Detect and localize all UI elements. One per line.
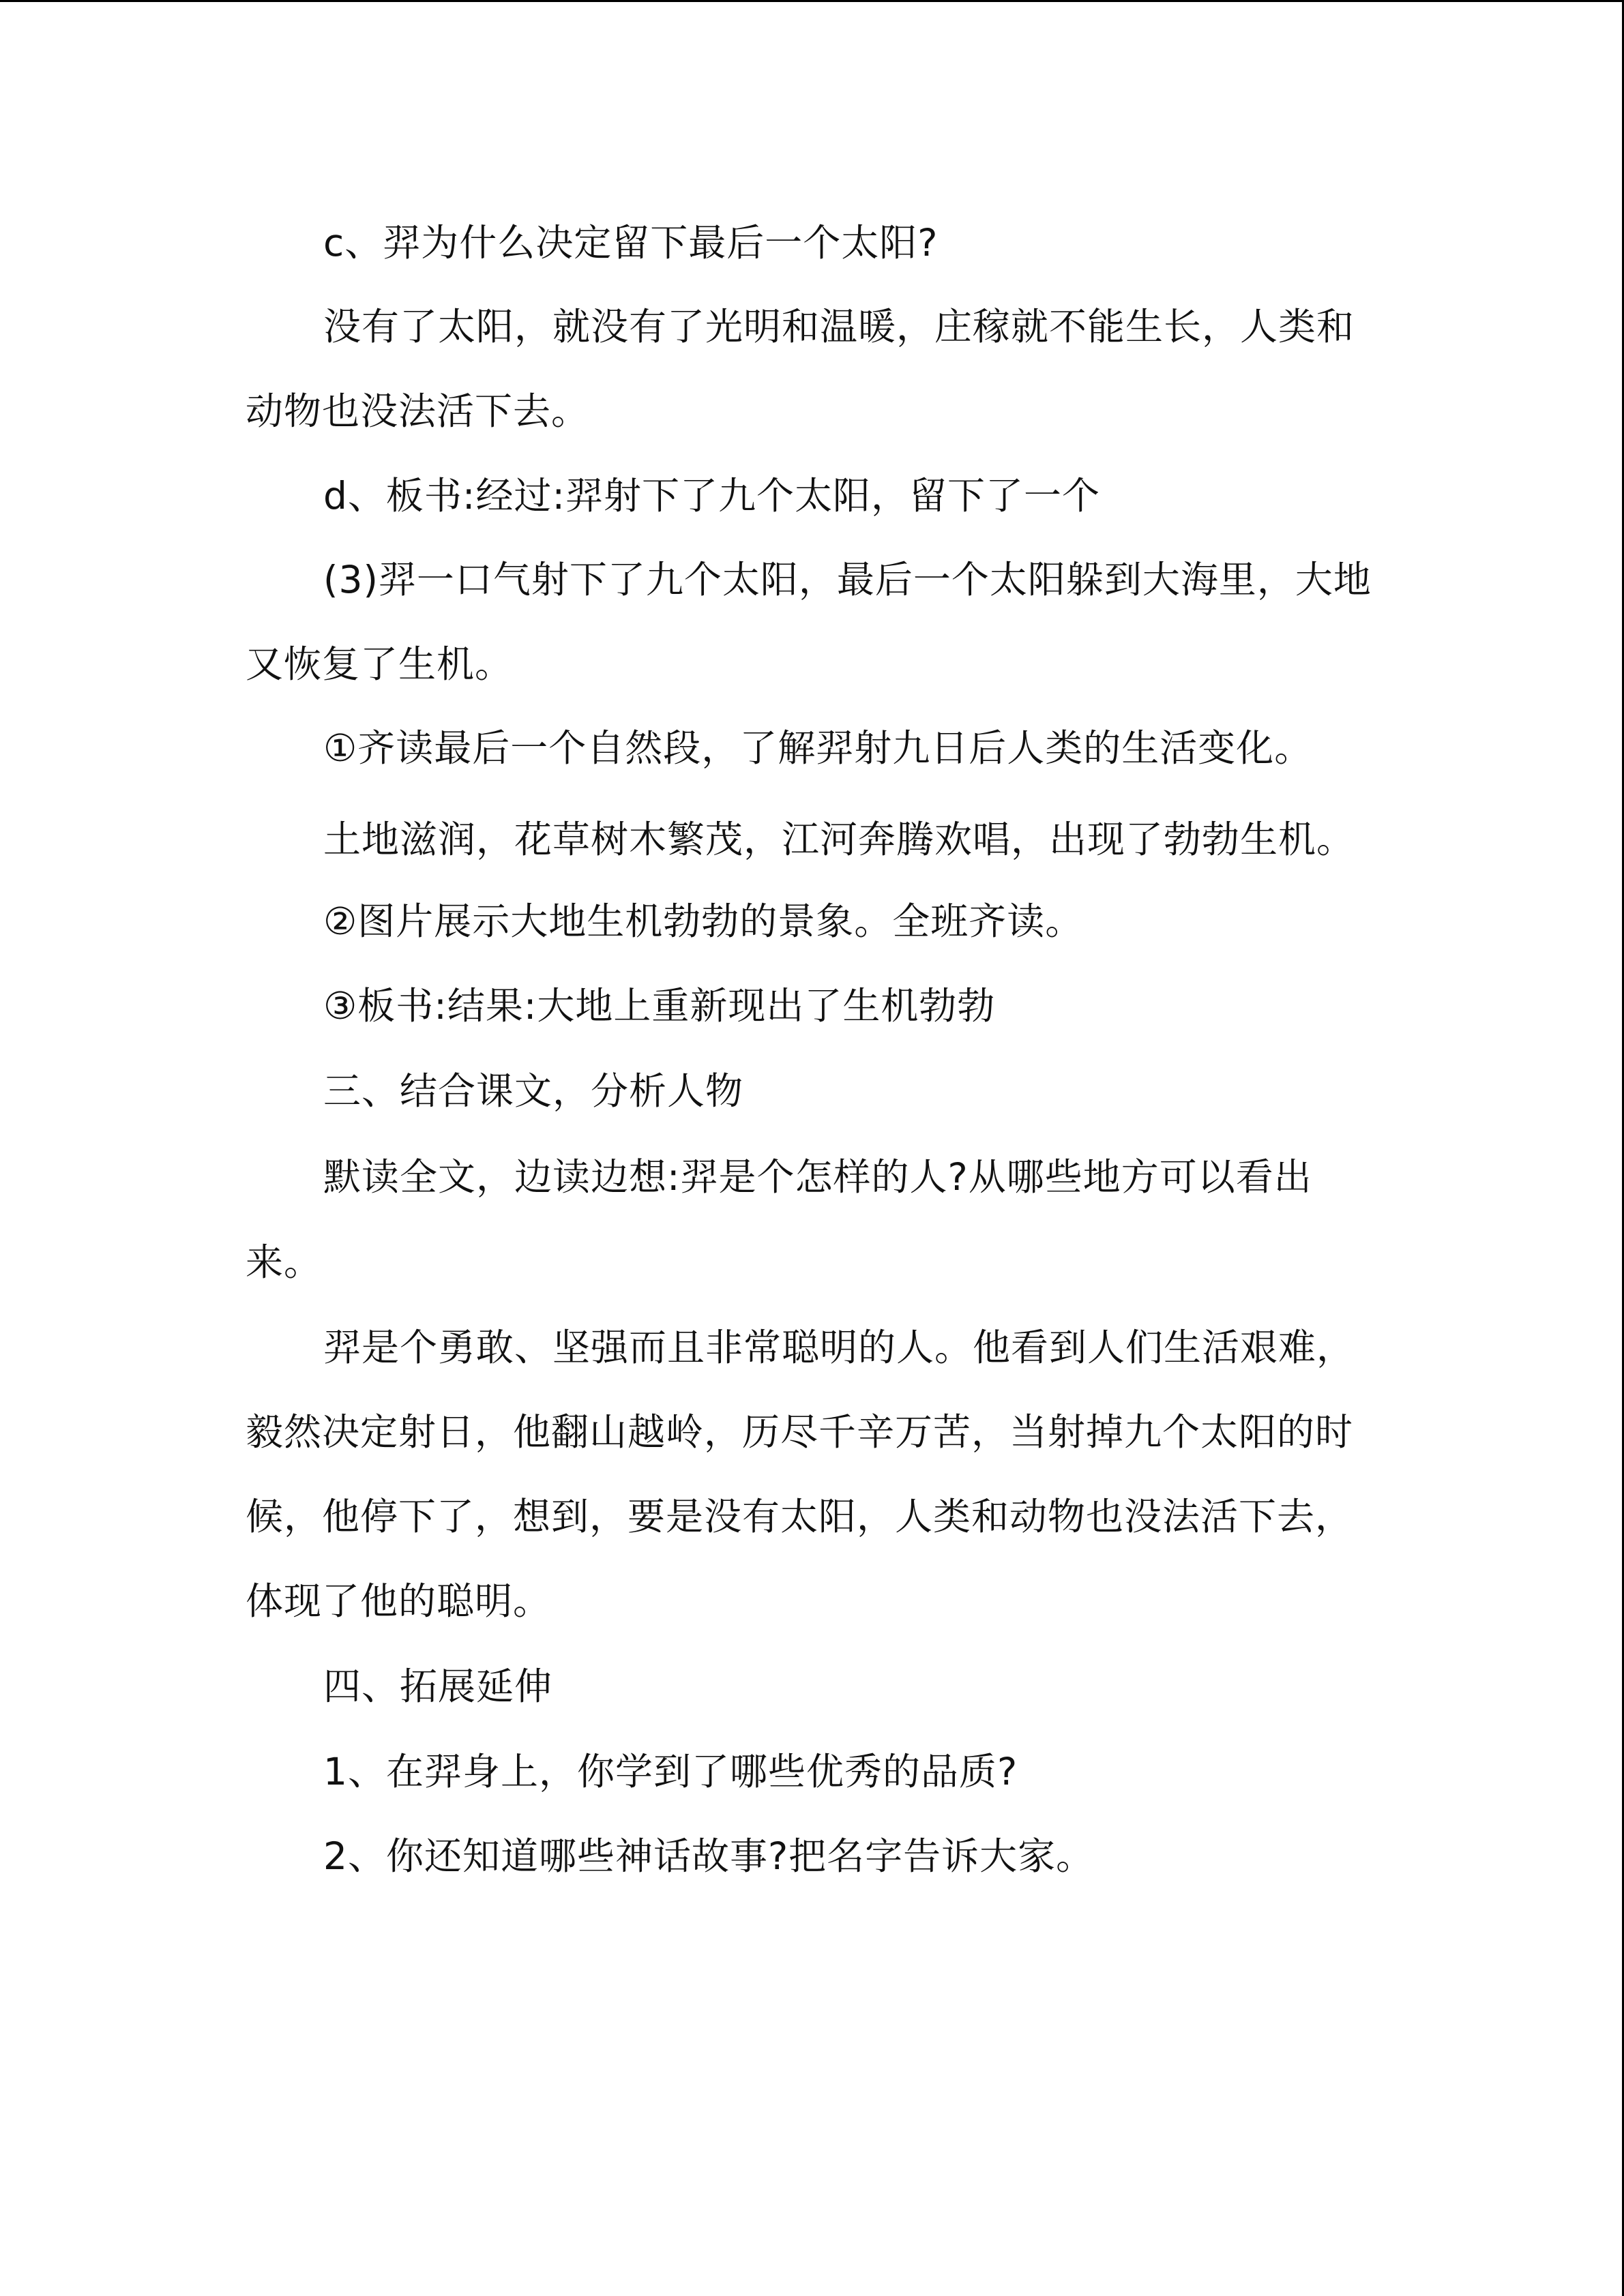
paragraph-line: 羿是个勇敢、坚强而且非常聪明的人。他看到人们生活艰难， (323, 1326, 1355, 1369)
paragraph-line: 2、你还知道哪些神话故事?把名字告诉大家。 (323, 1834, 1095, 1878)
paragraph-line: 又恢复了生机。 (246, 642, 514, 686)
paragraph-line: 土地滋润，花草树木繁茂，江河奔腾欢唱，出现了勃勃生机。 (323, 818, 1355, 861)
paragraph-line: 动物也没法活下去。 (246, 389, 590, 433)
paragraph-line: 体现了他的聪明。 (246, 1579, 552, 1623)
paragraph-line: 候，他停下了，想到，要是没有太阳，人类和动物也没法活下去， (246, 1495, 1354, 1538)
paragraph-line: ①齐读最后一个自然段，了解羿射九日后人类的生活变化。 (323, 726, 1313, 770)
paragraph-line: 没有了太阳，就没有了光明和温暖，庄稼就不能生长，人类和 (323, 305, 1355, 348)
paragraph-line: 来。 (246, 1240, 323, 1284)
paragraph-line: 1、在羿身上，你学到了哪些优秀的品质? (323, 1750, 1018, 1793)
paragraph-line: 默读全文，边读边想:羿是个怎样的人?从哪些地方可以看出 (323, 1155, 1312, 1199)
paragraph-line: (3)羿一口气射下了九个太阳，最后一个太阳躲到大海里，大地 (323, 558, 1372, 601)
paragraph-line: d、板书:经过:羿射下了九个太阳，留下了一个 (323, 474, 1100, 518)
paragraph-line: ③板书:结果:大地上重新现出了生机勃勃 (323, 984, 996, 1028)
section-heading: 四、拓展延伸 (323, 1665, 553, 1708)
paragraph-line: 毅然决定射日，他翻山越岭，历尽千辛万苦，当射掉九个太阳的时 (246, 1410, 1354, 1454)
paragraph-line: ②图片展示大地生机勃勃的景象。全班齐读。 (323, 899, 1084, 943)
section-heading: 三、结合课文，分析人物 (323, 1069, 744, 1113)
paragraph-line: c、羿为什么决定留下最后一个太阳? (323, 221, 939, 265)
